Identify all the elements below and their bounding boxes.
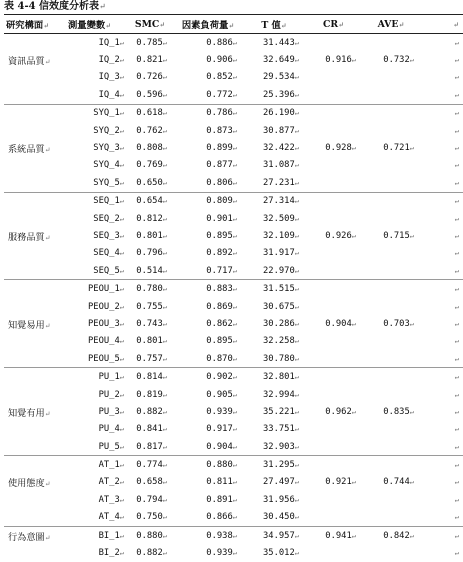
smc-cell: 0.808↵ [136,143,167,154]
ave-cell [362,333,420,350]
t-value-cell: 32.109↵ [263,230,299,241]
ave-cell [362,157,420,174]
variable-cell: SYQ_5↵ [93,177,124,188]
construct-cell [4,368,66,386]
loading-cell: 0.806↵ [206,177,237,188]
smc-cell: 0.821↵ [136,55,167,66]
cr-cell [305,122,362,139]
construct-cell [4,298,66,315]
variable-cell: PEOU_5↵ [88,353,124,364]
cr-cell [305,104,362,122]
smc-cell: 0.841↵ [136,424,167,435]
table-row [4,438,463,456]
ave-cell [362,280,420,298]
variable-cell: PU_4↵ [98,424,124,435]
cr-cell [305,491,362,508]
ave-cell [362,262,420,280]
loading-cell: 0.892↵ [206,248,237,259]
ave-cell: 0.721↵ [383,143,414,154]
row-end-mark: ↵ [454,319,459,328]
smc-cell: 0.814↵ [127,368,173,386]
table-row [4,245,463,262]
t-value-cell: 22.970↵ [263,265,299,276]
t-value-cell: 30.877↵ [263,125,299,136]
ave-cell: 0.842↵ [362,526,420,544]
smc-cell: 0.743↵ [136,318,167,329]
ave-cell [362,509,420,527]
ave-cell [362,544,420,561]
variable-cell: SEQ_1↵ [66,192,127,210]
ave-cell [362,245,420,262]
cr-cell: 0.962↵ [325,406,356,417]
construct-cell [4,491,66,508]
loading-cell: 0.939↵ [206,548,237,559]
construct-cell [4,210,66,227]
loading-cell: 0.904↵ [206,441,237,452]
construct-name: 服務品質↵ [8,231,51,243]
ave-cell: 0.835↵ [383,406,414,417]
loading-cell: 0.917↵ [206,424,237,435]
table-row [4,192,463,210]
variable-cell: SEQ_2↵ [93,213,124,224]
construct-cell [4,386,66,403]
row-end-mark: ↵ [454,214,459,223]
smc-cell: 0.882↵ [136,406,167,417]
variable-cell: SEQ_4↵ [93,248,124,259]
header-smc: SMC↵ [127,15,173,34]
table-row [4,421,463,438]
table-row [4,526,463,544]
smc-cell: 0.750↵ [136,512,167,523]
variable-cell: IQ_3↵ [98,72,124,83]
loading-cell: 0.866↵ [206,512,237,523]
row-end-mark: ↵ [454,126,459,135]
construct-name: 行為意圖↵ [4,526,66,544]
table-row [4,104,463,122]
ave-cell [362,86,420,104]
t-value-cell: 31.956↵ [263,494,299,505]
construct-cell [4,509,66,527]
caption-label: 表 4-4 [4,1,36,12]
table-row [4,491,463,508]
row-end-mark: ↵ [420,104,463,122]
header-variable: 測量變數↵ [66,15,127,34]
row-end-mark: ↵ [420,456,463,474]
loading-cell: 0.809↵ [173,192,243,210]
loading-cell: 0.895↵ [206,230,237,241]
construct-cell [4,122,66,139]
table-header-row [4,15,463,34]
variable-cell: SYQ_1↵ [66,104,127,122]
ave-cell [362,491,420,508]
variable-cell: PEOU_2↵ [88,301,124,312]
t-value-cell: 33.751↵ [263,424,299,435]
table-row [4,333,463,350]
ave-cell [362,69,420,86]
variable-cell: IQ_1↵ [66,34,127,52]
variable-cell: PEOU_4↵ [88,336,124,347]
variable-cell: AT_4↵ [98,512,124,523]
t-value-cell: 30.675↵ [263,301,299,312]
table-row [4,474,463,491]
loading-cell: 0.873↵ [206,125,237,136]
cr-cell [305,157,362,174]
table-row [4,386,463,403]
construct-cell [4,245,66,262]
table-row [4,210,463,227]
t-value-cell: 31.917↵ [263,248,299,259]
construct-name: 資訊品質↵ [8,56,51,68]
loading-cell: 0.869↵ [206,301,237,312]
t-value-cell: 32.903↵ [263,441,299,452]
construct-cell [4,280,66,298]
cr-cell [305,544,362,561]
table-row [4,69,463,86]
cr-cell: 0.928↵ [325,143,356,154]
t-value-cell: 35.221↵ [263,406,299,417]
ave-cell [362,368,420,386]
ave-cell [362,298,420,315]
cr-cell: 0.941↵ [305,526,362,544]
variable-cell: BI_1↵ [66,526,127,544]
t-value-cell: 32.801↵ [243,368,305,386]
loading-cell: 0.905↵ [206,389,237,400]
loading-cell: 0.899↵ [206,143,237,154]
header-t-value: T 值↵ [243,15,305,34]
construct-cell [4,333,66,350]
row-end-mark: ↵ [454,231,459,240]
row-end-mark: ↵ [454,302,459,311]
t-value-cell: 29.534↵ [263,72,299,83]
cr-cell [305,368,362,386]
t-value-cell: 31.443↵ [243,34,305,52]
table-row [4,86,463,104]
smc-cell: 0.769↵ [136,160,167,171]
table-row [4,174,463,192]
smc-cell: 0.880↵ [127,526,173,544]
variable-cell: SYQ_3↵ [93,143,124,154]
loading-cell: 0.902↵ [173,368,243,386]
row-end-mark: ↵ [454,90,459,99]
table-row [4,280,463,298]
row-end-mark: ↵ [454,513,459,522]
construct-name: 知覺有用↵ [8,407,51,419]
cr-cell: 0.916↵ [325,55,356,66]
row-end-mark: ↵ [454,442,459,451]
row-end-mark: ↵ [420,34,463,52]
smc-cell: 0.514↵ [136,265,167,276]
loading-cell: 0.877↵ [206,160,237,171]
row-end-mark: ↵ [420,192,463,210]
header-loading: 因素負荷量↵ [173,15,243,34]
cr-cell: 0.904↵ [325,318,356,329]
cr-cell [305,386,362,403]
variable-cell: SYQ_4↵ [93,160,124,171]
t-value-cell: 30.286↵ [263,318,299,329]
smc-cell: 0.817↵ [136,441,167,452]
ave-cell [362,350,420,368]
t-value-cell: 31.295↵ [243,456,305,474]
construct-cell [4,174,66,192]
t-value-cell: 31.087↵ [263,160,299,171]
ave-cell: 0.715↵ [383,230,414,241]
cr-cell [305,86,362,104]
smc-cell: 0.774↵ [127,456,173,474]
t-value-cell: 27.231↵ [263,177,299,188]
variable-cell: BI_2↵ [98,548,124,559]
loading-cell: 0.906↵ [206,55,237,66]
construct-cell [4,350,66,368]
t-value-cell: 26.190↵ [243,104,305,122]
header-construct: 研究構面↵ [4,15,66,34]
loading-cell: 0.886↵ [173,34,243,52]
row-end-mark: ↵ [454,407,459,416]
row-end-mark: ↵ [420,368,463,386]
t-value-cell: 27.314↵ [243,192,305,210]
ave-cell [362,104,420,122]
row-end-mark: ↵ [454,478,459,487]
ave-cell [362,192,420,210]
cr-cell [305,456,362,474]
row-end-mark: ↵ [454,73,459,82]
construct-name: 系統品質↵ [8,144,51,156]
t-value-cell: 32.649↵ [263,55,299,66]
t-value-cell: 32.509↵ [263,213,299,224]
cr-cell [305,210,362,227]
row-end-mark: ↵ [454,249,459,258]
table-row [4,403,463,420]
ave-cell [362,122,420,139]
smc-cell: 0.757↵ [136,353,167,364]
variable-cell: PU_5↵ [98,441,124,452]
loading-cell: 0.939↵ [206,406,237,417]
smc-cell: 0.796↵ [136,248,167,259]
variable-cell: PU_2↵ [98,389,124,400]
row-end-mark: ↵ [420,280,463,298]
row-end-mark: ↵ [454,178,459,187]
row-end-mark: ↵ [454,354,459,363]
construct-name: 知覺易用↵ [8,319,51,331]
variable-cell: PU_1↵ [66,368,127,386]
construct-cell [4,69,66,86]
t-value-cell: 32.994↵ [263,389,299,400]
variable-cell: SEQ_5↵ [93,265,124,276]
t-value-cell: 27.497↵ [263,477,299,488]
cr-cell [305,298,362,315]
table-row [4,298,463,315]
cr-cell [305,280,362,298]
cr-cell [305,350,362,368]
smc-cell: 0.618↵ [127,104,173,122]
ave-cell [362,34,420,52]
row-end-mark: ↵ [420,526,463,544]
row-end-mark: ↵ [454,56,459,65]
variable-cell: IQ_2↵ [98,55,124,66]
t-value-cell: 30.780↵ [263,353,299,364]
construct-cell [4,86,66,104]
construct-cell [4,544,66,561]
ave-cell [362,456,420,474]
loading-cell: 0.772↵ [206,89,237,100]
variable-cell: IQ_4↵ [98,89,124,100]
row-end-mark: ↵ [420,15,463,34]
smc-cell: 0.658↵ [136,477,167,488]
construct-cell [4,438,66,456]
table-row [4,368,463,386]
cr-cell [305,438,362,456]
reliability-validity-table [4,14,463,562]
variable-cell: AT_1↵ [66,456,127,474]
ave-cell [362,386,420,403]
cr-cell [305,509,362,527]
cr-cell [305,69,362,86]
loading-cell: 0.880↵ [173,456,243,474]
table-row [4,509,463,527]
construct-cell [4,421,66,438]
smc-cell: 0.654↵ [127,192,173,210]
row-end-mark: ↵ [454,161,459,170]
caption-title: 信效度分析表 [39,1,100,12]
smc-cell: 0.596↵ [136,89,167,100]
construct-cell [4,157,66,174]
variable-cell: SEQ_3↵ [93,230,124,241]
row-end-mark: ↵ [454,495,459,504]
loading-cell: 0.870↵ [206,353,237,364]
ave-cell [362,210,420,227]
construct-cell [4,262,66,280]
variable-cell: SYQ_2↵ [93,125,124,136]
ave-cell [362,438,420,456]
variable-cell: AT_2↵ [98,477,124,488]
cr-cell: 0.926↵ [325,230,356,241]
loading-cell: 0.938↵ [173,526,243,544]
t-value-cell: 31.515↵ [243,280,305,298]
smc-cell: 0.819↵ [136,389,167,400]
smc-cell: 0.780↵ [127,280,173,298]
smc-cell: 0.726↵ [136,72,167,83]
smc-cell: 0.882↵ [136,548,167,559]
loading-cell: 0.811↵ [206,477,237,488]
ave-cell: 0.703↵ [383,318,414,329]
cr-cell: 0.921↵ [325,477,356,488]
table-caption [4,0,106,14]
construct-cell [4,34,66,52]
table-row [4,51,463,68]
smc-cell: 0.794↵ [136,494,167,505]
smc-cell: 0.801↵ [136,336,167,347]
t-value-cell: 25.396↵ [263,89,299,100]
row-end-mark: ↵ [454,337,459,346]
t-value-cell: 32.422↵ [263,143,299,154]
t-value-cell: 32.258↵ [263,336,299,347]
loading-cell: 0.895↵ [206,336,237,347]
cr-cell [305,245,362,262]
ave-cell [362,421,420,438]
cr-cell [305,333,362,350]
cr-cell [305,34,362,52]
table-row [4,122,463,139]
ave-cell [362,174,420,192]
variable-cell: PU_3↵ [98,406,124,417]
variable-cell: PEOU_1↵ [66,280,127,298]
variable-cell: PEOU_3↵ [88,318,124,329]
smc-cell: 0.785↵ [127,34,173,52]
table-row [4,350,463,368]
loading-cell: 0.901↵ [206,213,237,224]
cr-cell [305,262,362,280]
table-row [4,34,463,52]
construct-name: 使用態度↵ [8,478,51,490]
cr-cell [305,174,362,192]
t-value-cell: 30.450↵ [263,512,299,523]
loading-cell: 0.786↵ [173,104,243,122]
ave-cell: 0.732↵ [383,55,414,66]
t-value-cell: 35.012↵ [263,548,299,559]
smc-cell: 0.801↵ [136,230,167,241]
smc-cell: 0.755↵ [136,301,167,312]
cr-cell [305,421,362,438]
cr-cell [305,192,362,210]
row-end-mark: ↵ [454,144,459,153]
variable-cell: AT_3↵ [98,494,124,505]
loading-cell: 0.717↵ [206,265,237,276]
table-row [4,157,463,174]
table-row [4,456,463,474]
header-ave: AVE↵ [362,15,420,34]
construct-cell [4,104,66,122]
table-row [4,315,463,332]
table-row [4,139,463,156]
smc-cell: 0.812↵ [136,213,167,224]
loading-cell: 0.883↵ [173,280,243,298]
ave-cell: 0.744↵ [383,477,414,488]
row-end-mark: ↵ [454,390,459,399]
table-row [4,262,463,280]
smc-cell: 0.762↵ [136,125,167,136]
table-row [4,227,463,244]
loading-cell: 0.852↵ [206,72,237,83]
paragraph-mark-icon: ↵ [99,2,106,11]
table-row [4,544,463,561]
t-value-cell: 34.957↵ [243,526,305,544]
row-end-mark: ↵ [454,266,459,275]
construct-cell [4,192,66,210]
smc-cell: 0.650↵ [136,177,167,188]
loading-cell: 0.862↵ [206,318,237,329]
row-end-mark: ↵ [454,425,459,434]
row-end-mark: ↵ [454,549,459,558]
loading-cell: 0.891↵ [206,494,237,505]
header-cr: CR↵ [305,15,362,34]
construct-cell [4,456,66,474]
